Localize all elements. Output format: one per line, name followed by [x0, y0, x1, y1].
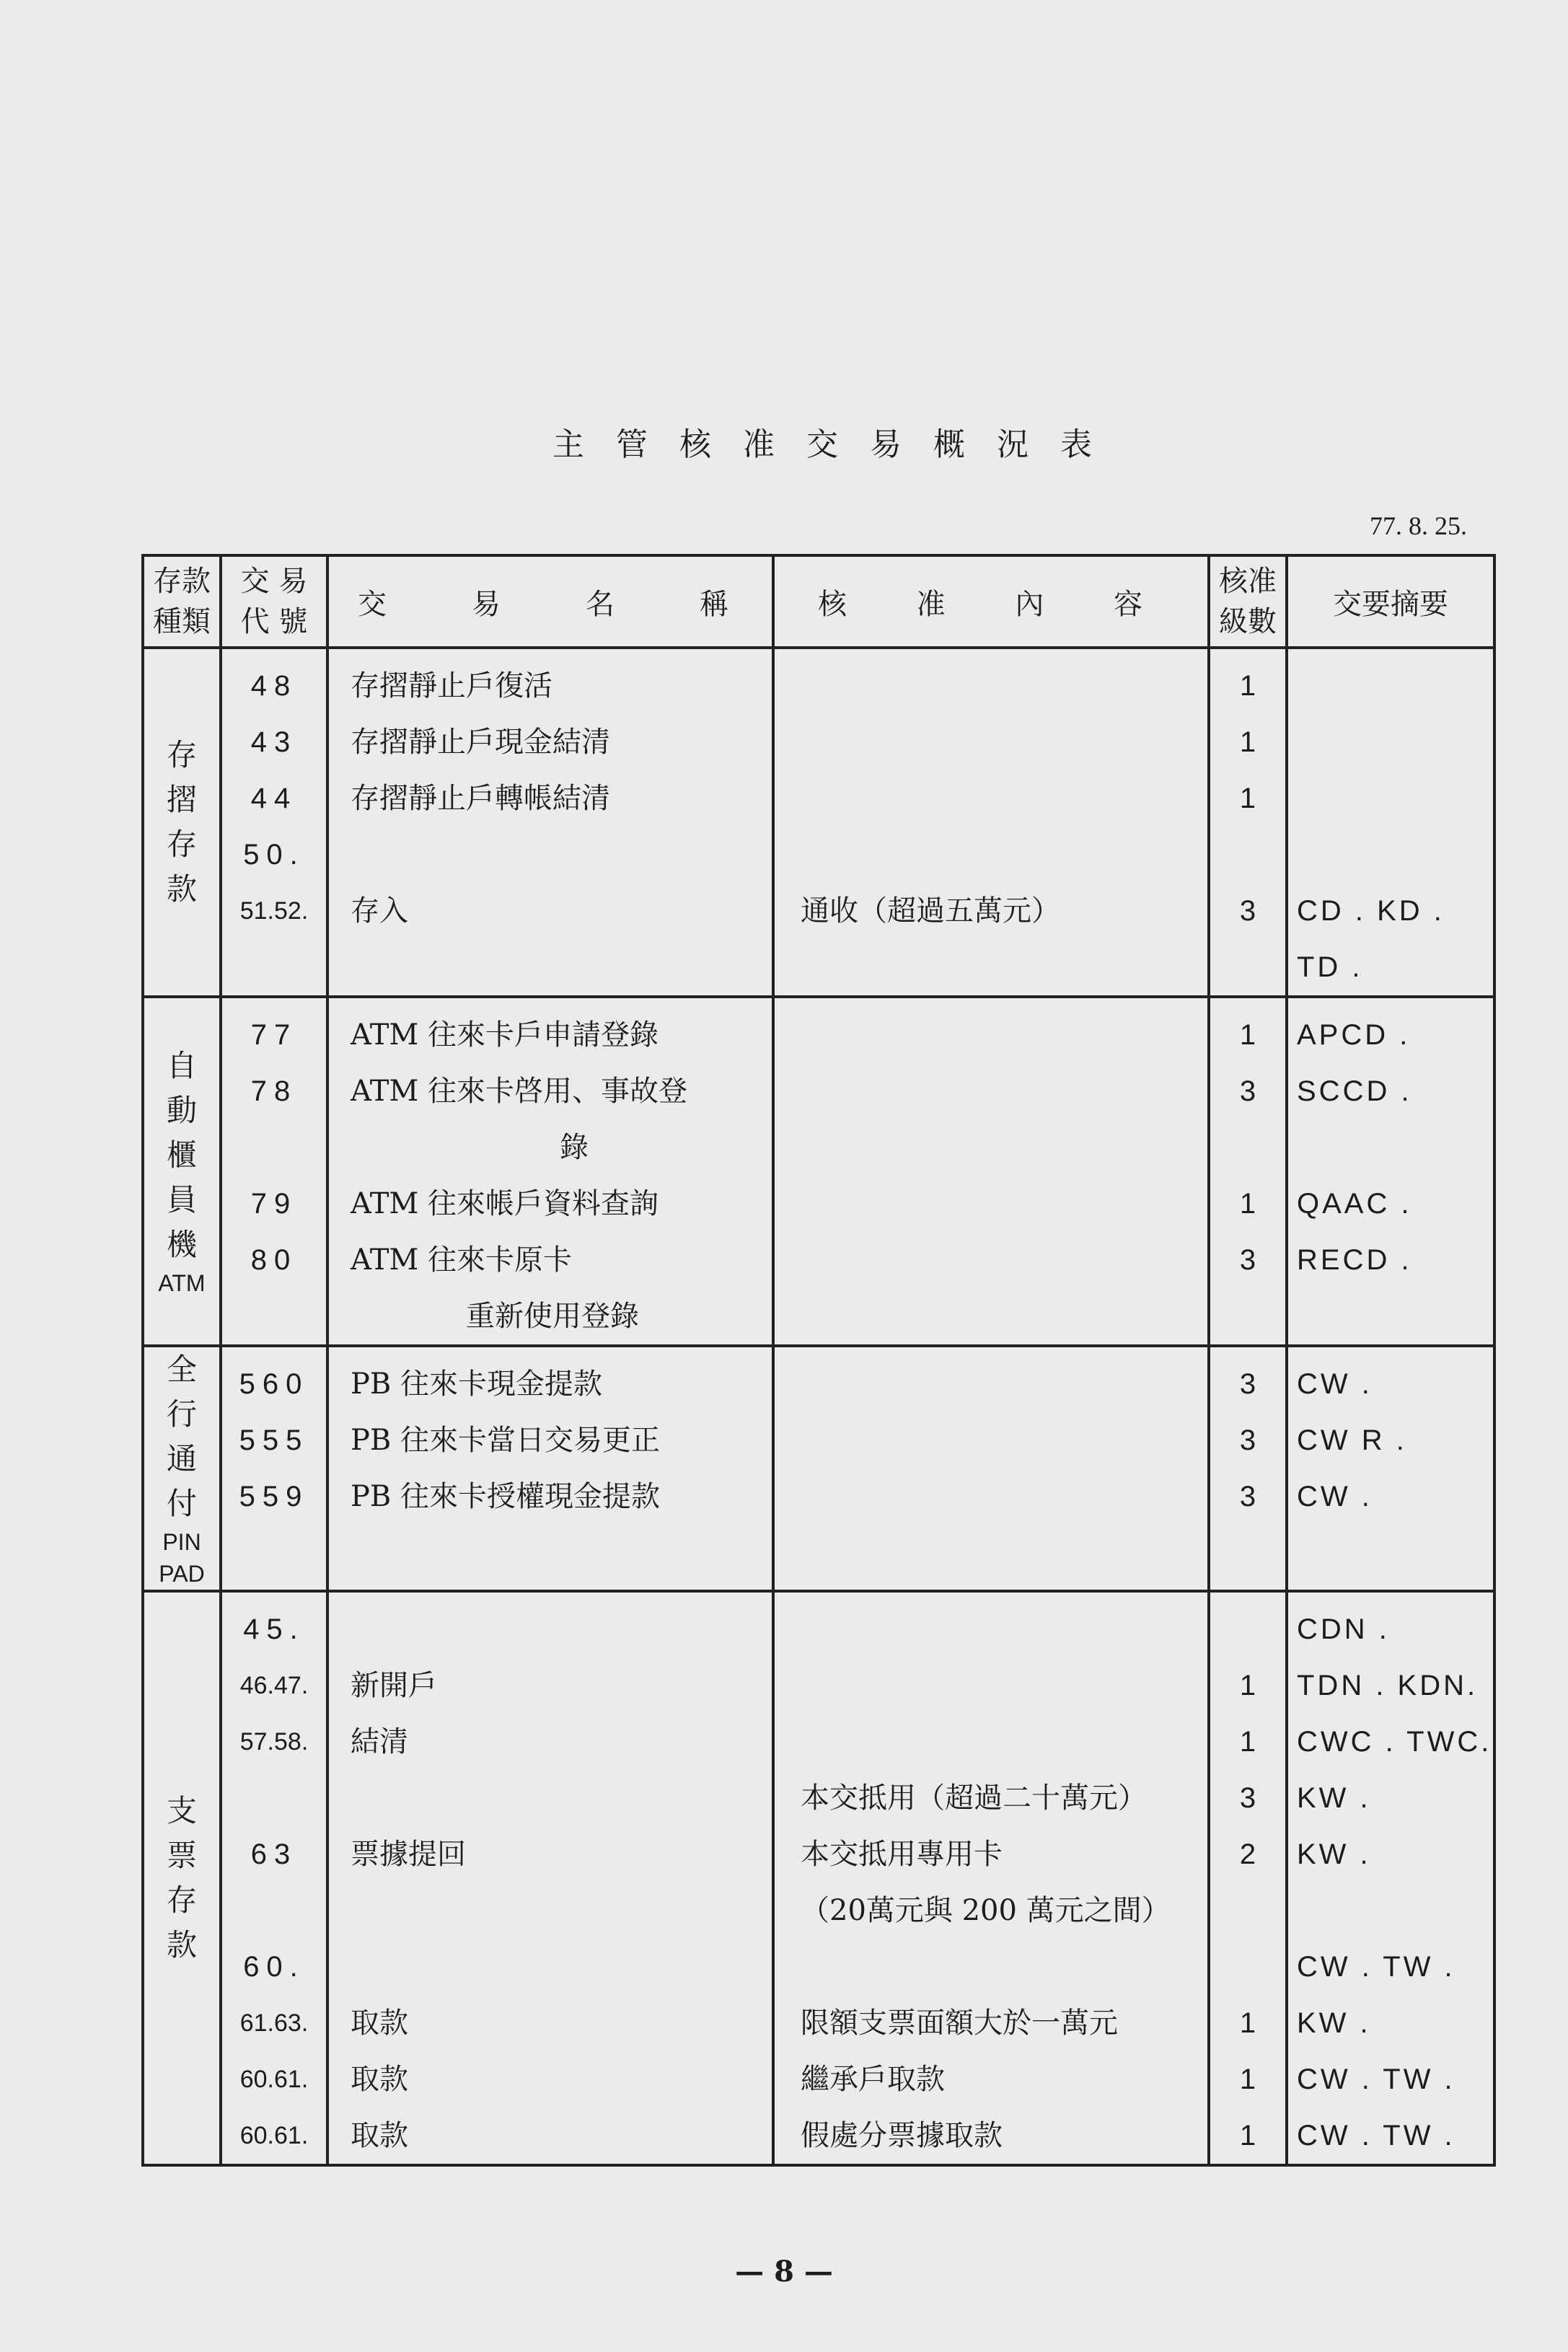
transaction-name: [329, 1882, 772, 1939]
category-cell: [143, 1346, 221, 1591]
approval-level: [1210, 1601, 1285, 1657]
transaction-name: 票據提回: [351, 1838, 466, 1871]
table-header-row: [143, 555, 1494, 648]
transaction-name: ATM 往來卡戶申請登錄: [351, 1018, 659, 1052]
transaction-name: 存入: [351, 894, 408, 928]
category-char: 付: [166, 1486, 197, 1521]
category-char: 動: [166, 1093, 197, 1128]
transaction-summary-cell: [1287, 648, 1494, 997]
approval-level: 3: [1239, 1368, 1256, 1400]
approval-content: 本交抵用（超過二十萬元）: [801, 1781, 1147, 1815]
approval-content: [775, 1288, 1207, 1344]
table-group-row: [143, 997, 1494, 1346]
category-char: 自: [166, 1048, 197, 1083]
transaction-name: ATM 往來卡原卡: [351, 1243, 573, 1277]
transaction-name: PB 往來卡當日交易更正: [351, 1424, 661, 1457]
transaction-summary-cell: [1287, 997, 1494, 1346]
transaction-name: 新開戶: [351, 1669, 437, 1702]
category-char: 存: [166, 827, 197, 862]
approval-level: 3: [1239, 1075, 1256, 1107]
header-code: 交 易 代 號: [221, 555, 327, 648]
transaction-code: 560: [239, 1368, 309, 1400]
category-char: PAD: [159, 1561, 205, 1587]
transaction-name: 取款: [351, 2119, 408, 2152]
approval-level: 1: [1239, 1019, 1256, 1051]
transaction-code: 46.47.: [239, 1672, 309, 1699]
category-char: 通: [166, 1441, 197, 1476]
table-group-row: [143, 1346, 1494, 1591]
transaction-summary: TDN . KDN.: [1297, 1670, 1479, 1701]
approval-level: 1: [1239, 2120, 1256, 2151]
transaction-name: PB 往來卡授權現金提款: [351, 1480, 661, 1513]
approval-content-cell: [773, 1346, 1209, 1591]
transaction-summary: CDN .: [1297, 1613, 1390, 1645]
transaction-name-cell: [327, 648, 773, 997]
transaction-summary: [1288, 1288, 1493, 1344]
approval-content-cell: [773, 648, 1209, 997]
approval-content: [775, 1601, 1207, 1657]
category-char: 全: [166, 1352, 197, 1387]
transaction-summary-cell: [1287, 1591, 1494, 2165]
transaction-code-cell: [221, 648, 327, 997]
transaction-code: 555: [239, 1424, 309, 1456]
transaction-name: 存摺靜止戶現金結清: [351, 726, 610, 759]
approval-content: [775, 1232, 1207, 1288]
approval-content: [775, 1714, 1207, 1770]
approval-level: 3: [1239, 1424, 1256, 1456]
transaction-summary: [1288, 1882, 1493, 1939]
transaction-name: 取款: [351, 2063, 408, 2096]
approval-level: 1: [1239, 2007, 1256, 2039]
transaction-name-cell: [327, 997, 773, 1346]
category-char: 機: [166, 1227, 197, 1262]
transaction-code: 43: [250, 726, 298, 758]
transaction-code: [222, 1882, 326, 1939]
approval-content: [775, 1119, 1207, 1176]
transaction-summary: KW .: [1297, 2007, 1371, 2039]
approval-level-cell: [1209, 1346, 1287, 1591]
transaction-code: 48: [250, 670, 298, 702]
approval-level-cell: [1209, 1591, 1287, 2165]
header-level: 核准 級數: [1209, 555, 1287, 648]
approval-content: 限額支票面額大於一萬元: [801, 2007, 1118, 2040]
transaction-code: [222, 939, 326, 995]
transaction-name: [329, 1601, 772, 1657]
approval-content: （20萬元與 200 萬元之間）: [801, 1894, 1171, 1927]
transaction-name: PB 往來卡現金提款: [351, 1367, 603, 1401]
transaction-summary: [1288, 1119, 1493, 1176]
transaction-code: 559: [239, 1481, 309, 1512]
approval-content: [775, 1356, 1207, 1412]
approval-content: [775, 939, 1207, 995]
transaction-summary: [1288, 658, 1493, 714]
approval-level: 1: [1239, 1188, 1256, 1220]
transaction-code: 60.61.: [239, 2066, 309, 2093]
category-char: 行: [166, 1396, 197, 1432]
transaction-code: 45.: [243, 1613, 305, 1645]
transaction-summary: APCD .: [1297, 1019, 1411, 1051]
transaction-code: [222, 1288, 326, 1344]
transaction-code: 77: [250, 1019, 298, 1051]
approval-content: 通收（超過五萬元）: [801, 894, 1060, 928]
transaction-summary: CWC . TWC.: [1297, 1726, 1492, 1758]
approval-content: [775, 1657, 1207, 1714]
category-char: 存: [166, 1882, 197, 1918]
approval-level: 2: [1239, 1838, 1256, 1870]
transaction-name: [329, 1770, 772, 1826]
transaction-name: 存摺靜止戶復活: [351, 669, 552, 702]
transaction-summary: SCCD .: [1297, 1075, 1412, 1107]
table-group-row: [143, 1591, 1494, 2165]
transaction-code-cell: [221, 1346, 327, 1591]
approval-level: 3: [1239, 1244, 1256, 1276]
approval-content: [775, 1412, 1207, 1468]
transaction-summary: RECD .: [1297, 1244, 1412, 1276]
category-char: 款: [166, 871, 197, 907]
category-char: 票: [166, 1838, 197, 1873]
transaction-summary: CW . TW .: [1297, 1951, 1455, 1983]
transaction-code: 51.52.: [239, 897, 309, 925]
approval-level: 1: [1239, 726, 1256, 758]
approval-level: 3: [1239, 1782, 1256, 1814]
transaction-summary: QAAC .: [1297, 1188, 1412, 1220]
transaction-name-cell: [327, 1346, 773, 1591]
transaction-summary: TD .: [1297, 951, 1363, 983]
category-char: 支: [166, 1793, 197, 1828]
transaction-name: [329, 827, 772, 883]
approval-content: [775, 770, 1207, 827]
transaction-name: 存摺靜止戶轉帳結清: [351, 782, 610, 815]
approval-content: 本交抵用專用卡: [801, 1838, 1003, 1871]
transaction-name-cell: [327, 1591, 773, 2165]
page-number: — 8 —: [735, 2255, 833, 2289]
transaction-summary: KW .: [1297, 1838, 1371, 1870]
transaction-code: [222, 1119, 326, 1176]
transaction-name: 重新使用登錄: [466, 1300, 639, 1333]
transaction-code: 44: [250, 783, 298, 814]
approval-content: 繼承戶取款: [801, 2063, 945, 2096]
approval-level: 3: [1239, 895, 1256, 927]
transaction-code: 79: [250, 1188, 298, 1220]
page-title: 主管核准交易概況表: [552, 426, 1124, 463]
approval-content: [775, 1939, 1207, 1995]
header-name: 交 易 名 稱: [327, 555, 773, 648]
approval-content: [775, 1007, 1207, 1063]
transaction-summary: CW . TW .: [1297, 2120, 1455, 2151]
approval-table: [141, 554, 1496, 2167]
transaction-summary: CW .: [1297, 1368, 1373, 1400]
transaction-code: 80: [250, 1244, 298, 1276]
transaction-summary: CD . KD .: [1297, 895, 1445, 927]
approval-level: [1210, 1939, 1285, 1995]
category-char: 存: [166, 737, 197, 772]
approval-level: 1: [1239, 670, 1256, 702]
transaction-name: [329, 939, 772, 995]
document-date: 77. 8. 25.: [1370, 511, 1467, 540]
approval-level: 1: [1239, 2063, 1256, 2095]
transaction-code-cell: [221, 997, 327, 1346]
approval-content: [775, 1176, 1207, 1232]
approval-content: [775, 1468, 1207, 1525]
approval-level: [1210, 1882, 1285, 1939]
transaction-summary: [1288, 714, 1493, 770]
transaction-summary: CW R .: [1297, 1424, 1407, 1456]
approval-level: [1210, 827, 1285, 883]
transaction-summary: CW . TW .: [1297, 2063, 1455, 2095]
transaction-code: 61.63.: [239, 2009, 309, 2037]
approval-content: [775, 827, 1207, 883]
approval-level: 1: [1239, 783, 1256, 814]
approval-level: 1: [1239, 1726, 1256, 1758]
approval-content: [775, 658, 1207, 714]
transaction-code: 50.: [243, 839, 305, 871]
category-char: 櫃: [166, 1137, 197, 1173]
category-char: 員: [166, 1182, 197, 1217]
transaction-name: ATM 往來帳戶資料查詢: [351, 1187, 659, 1220]
approval-content: [775, 1063, 1207, 1119]
approval-level: [1210, 939, 1285, 995]
transaction-summary: CW .: [1297, 1481, 1373, 1512]
transaction-summary: [1288, 827, 1493, 883]
transaction-code-cell: [221, 1591, 327, 2165]
transaction-name: 錄: [560, 1131, 589, 1164]
transaction-code: 78: [250, 1075, 298, 1107]
transaction-summary: KW .: [1297, 1782, 1371, 1814]
approval-level: 3: [1239, 1481, 1256, 1512]
transaction-name: 結清: [351, 1725, 408, 1758]
header-category: 存款 種類: [143, 555, 221, 648]
approval-content: 假處分票據取款: [801, 2119, 1003, 2152]
transaction-name: [329, 1939, 772, 1995]
transaction-code: [222, 1770, 326, 1826]
header-content: 核 准 內 容: [773, 555, 1209, 648]
category-char: PIN: [162, 1529, 201, 1555]
approval-content-cell: [773, 1591, 1209, 2165]
category-cell: [143, 648, 221, 997]
transaction-code: 63: [250, 1838, 298, 1870]
category-cell: [143, 997, 221, 1346]
category-cell: [143, 1591, 221, 2165]
approval-level: [1210, 1119, 1285, 1176]
approval-level-cell: [1209, 648, 1287, 997]
approval-content: [775, 714, 1207, 770]
transaction-code: 60.: [243, 1951, 305, 1983]
transaction-summary-cell: [1287, 1346, 1494, 1591]
transaction-code: 57.58.: [239, 1728, 309, 1756]
approval-content-cell: [773, 997, 1209, 1346]
category-char: 款: [166, 1927, 197, 1963]
approval-level-cell: [1209, 997, 1287, 1346]
transaction-name: ATM 往來卡啓用、事故登: [351, 1075, 688, 1108]
transaction-code: 60.61.: [239, 2122, 309, 2149]
category-char: 摺: [166, 782, 197, 817]
transaction-name: 取款: [351, 2007, 408, 2040]
approval-level: 1: [1239, 1670, 1256, 1701]
table-group-row: [143, 648, 1494, 997]
category-char: ATM: [158, 1270, 206, 1296]
approval-level: [1210, 1288, 1285, 1344]
transaction-summary: [1288, 770, 1493, 827]
header-summary: 交要摘要: [1287, 555, 1494, 648]
